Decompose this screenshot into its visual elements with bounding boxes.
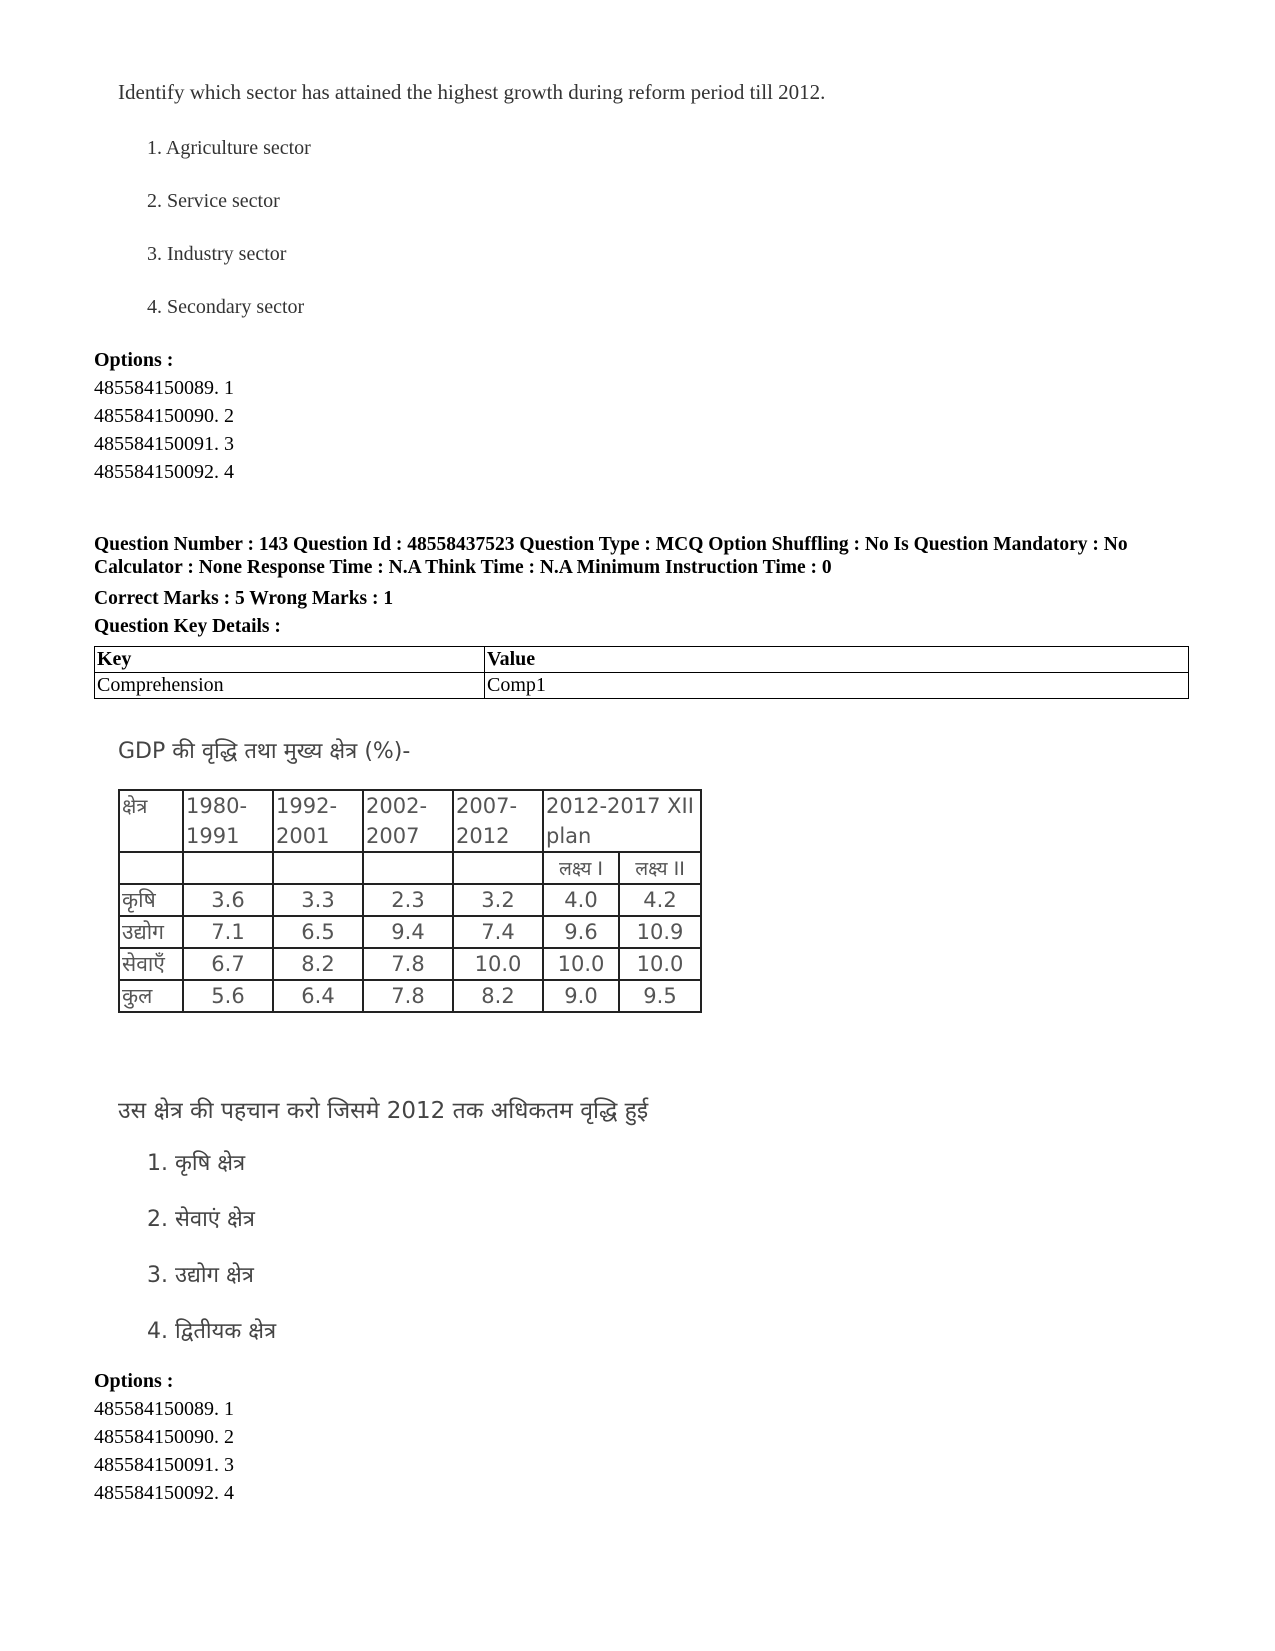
table-row: [119, 884, 701, 916]
table-row: [119, 916, 701, 948]
option-item: 485584150090. 2: [94, 1426, 234, 1448]
table-header-value: Value: [485, 647, 1189, 673]
table-header-period: 1992- 2001: [273, 790, 363, 852]
table-cell: 6.4: [273, 980, 363, 1012]
table-header-plan: 2012-2017 XII plan: [543, 790, 701, 852]
table-header-period: 2007- 2012: [453, 790, 543, 852]
choice-english-4: 4. Secondary sector: [147, 296, 305, 318]
table-cell: 9.0: [543, 980, 619, 1012]
table-row: [119, 852, 701, 884]
sector-name: सेवाएँ: [119, 948, 183, 980]
table-cell: Comprehension: [95, 673, 485, 699]
table-cell: Comp1: [485, 673, 1189, 699]
option-item: 485584150092. 4: [94, 461, 234, 483]
option-item: 485584150089. 1: [94, 377, 234, 399]
sector-name: कुल: [119, 980, 183, 1012]
table-cell: 10.0: [619, 948, 701, 980]
table-cell: 8.2: [453, 980, 543, 1012]
table-cell: 4.0: [543, 884, 619, 916]
table-cell: 3.2: [453, 884, 543, 916]
option-item: 485584150089. 1: [94, 1398, 234, 1420]
table-header-sector: क्षेत्र: [119, 790, 183, 852]
question-text-hindi: उस क्षेत्र की पहचान करो जिसमे 2012 तक अधिकतम वृद्धि हुई: [118, 1098, 649, 1124]
table-row: [119, 790, 701, 852]
table-cell: 7.4: [453, 916, 543, 948]
table-row: [95, 673, 1189, 699]
option-item: 485584150092. 4: [94, 1482, 234, 1504]
table-cell: 9.5: [619, 980, 701, 1012]
choice-english-3: 3. Industry sector: [147, 243, 287, 265]
table-cell: 9.4: [363, 916, 453, 948]
table-row: [119, 948, 701, 980]
options-label: Options :: [94, 349, 174, 371]
table-row: [95, 647, 1189, 673]
option-item: 485584150091. 3: [94, 433, 234, 455]
table-cell: 4.2: [619, 884, 701, 916]
gdp-growth-table: [118, 789, 702, 1013]
key-details-table: [94, 646, 1189, 699]
table-cell: 9.6: [543, 916, 619, 948]
choice-hindi-1: 1. कृषि क्षेत्र: [147, 1151, 246, 1176]
table-cell: 3.3: [273, 884, 363, 916]
sector-name: उद्योग: [119, 916, 183, 948]
table-header-target: लक्ष्य II: [619, 852, 701, 884]
table-header-period: 1980- 1991: [183, 790, 273, 852]
table-cell: 10.0: [453, 948, 543, 980]
option-item: 485584150090. 2: [94, 405, 234, 427]
question-meta: Question Number : 143 Question Id : 48558437523 Question Type : MCQ Option Shuffling : No Is Question Mandatory : No Calculator : None Response Time : N.A Think Time : N.A Minimum Instruction Time : 0: [94, 534, 1128, 578]
choice-hindi-3: 3. उद्योग क्षेत्र: [147, 1263, 254, 1288]
choice-english-2: 2. Service sector: [147, 190, 280, 212]
table-header-period: 2002- 2007: [363, 790, 453, 852]
table-cell: 6.7: [183, 948, 273, 980]
table-cell: 2.3: [363, 884, 453, 916]
choice-hindi-2: 2. सेवाएं क्षेत्र: [147, 1207, 255, 1232]
choice-english-1: 1. Agriculture sector: [147, 137, 311, 159]
table-cell: 6.5: [273, 916, 363, 948]
table-cell: 7.8: [363, 948, 453, 980]
question-text-english: Identify which sector has attained the highest growth during reform period till 2012.: [118, 80, 826, 104]
table-cell: 10.0: [543, 948, 619, 980]
table-row: [119, 980, 701, 1012]
choice-hindi-4: 4. द्वितीयक क्षेत्र: [147, 1319, 277, 1344]
table-header-key: Key: [95, 647, 485, 673]
gdp-table-title: GDP की वृद्धि तथा मुख्य क्षेत्र (%)-: [118, 739, 411, 764]
table-cell: 7.1: [183, 916, 273, 948]
key-details-label: Question Key Details :: [94, 616, 281, 637]
table-cell: 3.6: [183, 884, 273, 916]
option-item: 485584150091. 3: [94, 1454, 234, 1476]
table-cell: 8.2: [273, 948, 363, 980]
table-cell: 7.8: [363, 980, 453, 1012]
marks-line: Correct Marks : 5 Wrong Marks : 1: [94, 588, 394, 609]
table-cell: 10.9: [619, 916, 701, 948]
table-cell: 5.6: [183, 980, 273, 1012]
options-label: Options :: [94, 1370, 174, 1392]
table-header-target: लक्ष्य I: [543, 852, 619, 884]
sector-name: कृषि: [119, 884, 183, 916]
